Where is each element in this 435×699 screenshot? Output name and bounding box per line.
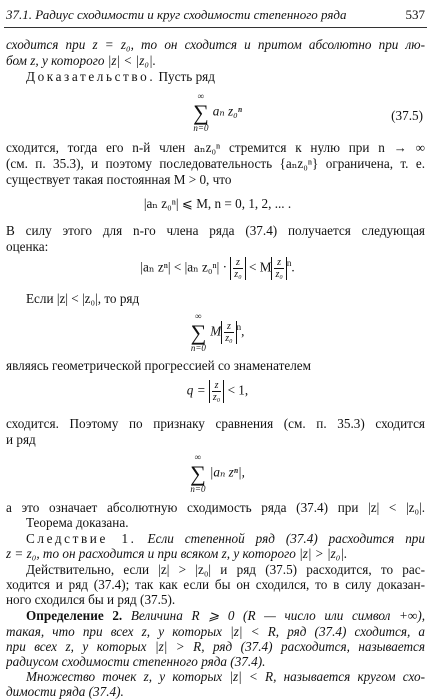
corollary-line: z = z₀, то он расходится и при всяком z, у которого |z| > |z₀|. — [6, 546, 348, 561]
abs-fraction: $\frac{z}{\text{z₀}}$ — [230, 257, 245, 280]
corollary-text: Если степенной ряд (37.4) расходится при — [147, 531, 425, 546]
sum-sign: ∞ ∑ n=0 — [190, 452, 206, 494]
header-rule — [4, 27, 427, 28]
formula-geometric-series: ∞ ∑ n=0 M $\frac{z}{\text{z₀}}$ $^n$, — [190, 311, 245, 353]
sum-sign: ∞ ∑ n=0 — [193, 91, 209, 133]
abs-fraction: $\frac{z}{\text{z₀}}$ — [271, 257, 286, 280]
body-line: сходится, тогда его n-й член aₙz₀ⁿ стремится к нулю при n → ∞ — [6, 140, 425, 155]
body-line: (см. п. 35.3), и поэтому последовательность {aₙz₀ⁿ} ограничена, т. е. — [6, 156, 425, 171]
definition-text: Величина R ⩾ 0 (R — число или символ +∞), — [130, 608, 425, 623]
abs-fraction: $\frac{z}{\text{z₀}}$ — [221, 321, 236, 344]
body-line: сходится. Поэтому по признаку сравнения (см. п. 35.3) сходится — [6, 416, 425, 431]
formula-estimate: |aₙ zⁿ| < |aₙ z₀ⁿ| · $\frac{z}{\text{z₀}}$ < M $\frac{z}{\text{z₀}}$ $^n$. — [140, 256, 295, 280]
body-line: ходится и ряд (37.4); так как если бы он сходился, то в силу доказан- — [6, 577, 425, 592]
equation-number: (37.5) — [391, 108, 423, 123]
corollary-heading — [6, 531, 425, 546]
running-header — [6, 7, 425, 23]
definition-label: Определение 2. — [26, 608, 123, 623]
definition-line: димости ряда (37.4). — [6, 684, 124, 699]
definition-line: радиусом сходимости степенного ряда (37.4). — [6, 654, 266, 669]
body-line: В силу этого для n-го члена ряда (37.4) получается следующая — [6, 223, 425, 238]
sum-sign: ∞ ∑ n=0 — [190, 311, 207, 353]
proof-heading — [6, 69, 425, 84]
formula-term: aₙ z₀ⁿ — [212, 103, 242, 119]
formula-ratio: q = $\frac{z}{\text{z₀}}$ < 1, — [186, 380, 249, 403]
body-line: а это означает абсолютную сходимость ряда (37.4) при |z| < |z₀|. — [6, 500, 425, 515]
body-line: существует такая постоянная M > 0, что — [6, 172, 232, 187]
body-line: являясь геометрической прогрессией со знаменателем — [6, 358, 311, 373]
definition-line: Множество точек z, у которых |z| < R, называется кругом схо- — [26, 669, 425, 684]
corollary-label: Следствие 1. — [26, 531, 137, 546]
formula-37-5 — [0, 91, 435, 134]
theorem-text-line: сходится при z = z₀, то он сходится и притом абсолютно при лю- — [6, 37, 425, 52]
body-line: Если |z| < |z₀|, то ряд — [26, 291, 140, 306]
theorem-text-line: бом z, у которого |z| < |z₀|. — [6, 53, 156, 68]
definition-line: такая, что при всех z, у которых |z| < R, ряд (37.4) сходится, а — [6, 624, 425, 639]
abs-fraction: $\frac{z}{\text{z₀}}$ — [209, 380, 224, 403]
page-number: 537 — [405, 7, 425, 22]
formula-bound: |aₙ z₀ⁿ| ⩽ M, n = 0, 1, 2, ... . — [143, 196, 292, 211]
proof-text: Пусть ряд — [158, 69, 215, 84]
proof-label: Доказательство. — [26, 69, 156, 84]
definition-heading — [6, 608, 425, 623]
body-line: Действительно, если |z| > |z₀| и ряд (37.5) расходится, то рас- — [26, 562, 425, 577]
definition-line: при всех z, у которых |z| > R, ряд (37.4) расходится, называется — [6, 639, 425, 654]
body-line: ного сходился бы и ряд (37.5). — [6, 592, 176, 607]
formula-abs-series: ∞ ∑ n=0 |aₙ zⁿ|, — [190, 452, 245, 494]
body-line: и ряд — [6, 432, 36, 447]
body-line: оценка: — [6, 239, 49, 254]
section-title: 37.1. Радиус сходимости и круг сходимости степенного ряда — [6, 7, 347, 22]
body-line: Теорема доказана. — [26, 515, 129, 530]
